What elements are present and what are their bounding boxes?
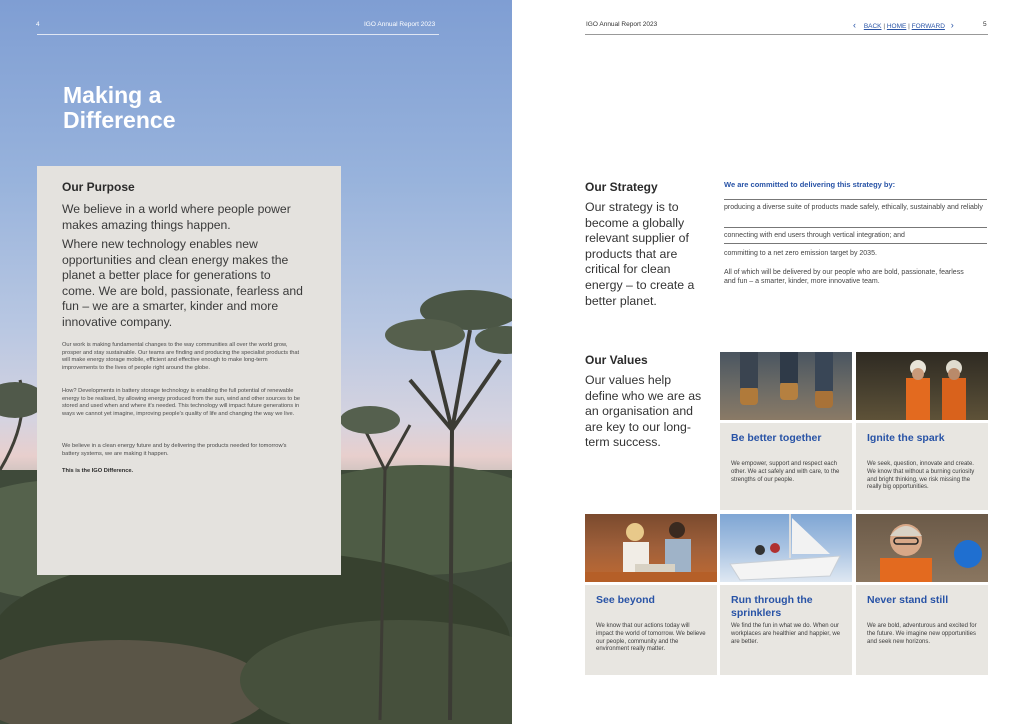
values-heading: Our Values: [585, 353, 648, 367]
value-card-title: Never stand still: [867, 594, 949, 606]
values-lead: Our values help define who we are as an organisation and are key to our long-term success.: [585, 373, 702, 450]
value-card: [856, 585, 988, 675]
nav-separator: |: [883, 23, 886, 30]
header-rule: [37, 34, 439, 35]
report-header: IGO Annual Report 2023: [364, 21, 436, 28]
commitment-heading: We are committed to delivering this strategy by:: [724, 180, 896, 189]
strategy-closing: All of which will be delivered by our people who are bold, passionate, fearless and fun – a smarter, kinder, more innovative team.: [724, 269, 964, 285]
strategy-heading: Our Strategy: [585, 180, 658, 194]
purpose-lead-2: Where new technology enables new opportunities and clean energy makes the planet a better place for generations to come. We are bold, passionate, fearless and fun – we are a smarter, kinder and more innovative company.: [62, 237, 303, 329]
value-card-body: We empower, support and respect each other. We act safely and with care, to the strengths of our people.: [731, 461, 840, 483]
nav-separator: |: [908, 23, 910, 30]
purpose-heading: Our Purpose: [62, 180, 135, 194]
page-number: 4: [36, 21, 40, 28]
divider: [724, 243, 987, 244]
purpose-para-3: We believe in a clean energy future and by delivering the products needed for tomorrow's battery systems, we are making it happen.: [62, 443, 287, 457]
divider: [724, 199, 987, 200]
value-card-body: We find the fun in what we do. When our workplaces are healthier and happier, we are better.: [731, 623, 841, 645]
value-card-body: We seek, question, innovate and create. We know that without a burning curiosity and bright thinking, we risk missing the really big opportunities.: [867, 461, 975, 491]
report-header-right: IGO Annual Report 2023: [586, 21, 658, 28]
worker-photo: [856, 514, 988, 582]
purpose-closing: This is the IGO Difference.: [62, 468, 134, 474]
page-title: Making a Difference: [63, 82, 176, 133]
value-card-title: Be better together: [731, 432, 822, 444]
value-card-body: We know that our actions today will impact the world of tomorrow. We believe our people, community and the environment really matter.: [596, 623, 706, 653]
value-card: [720, 423, 852, 510]
value-card: [856, 423, 988, 510]
chevron-left-icon[interactable]: ‹: [853, 20, 856, 30]
value-card-body: We are bold, adventurous and excited for the future. We imagine new opportunities and seek new horizons.: [867, 623, 977, 645]
page-number-right: 5: [983, 21, 987, 28]
back-link[interactable]: BACK: [863, 23, 882, 30]
chevron-right-icon[interactable]: ›: [950, 20, 954, 30]
purpose-lead-1: We believe in a world where people power makes amazing things happen.: [62, 202, 291, 232]
purpose-panel: [37, 166, 341, 575]
value-card-title: Run through the sprinklers: [731, 594, 813, 619]
value-card-title: Ignite the spark: [867, 432, 945, 444]
commitment-item: committing to a net zero emission target by 2035.: [724, 250, 877, 257]
miners-photo: [856, 352, 988, 420]
home-link[interactable]: HOME: [886, 23, 907, 30]
page-nav: [853, 20, 954, 30]
reading-photo: [585, 514, 717, 582]
strategy-lead: Our strategy is to become a globally relevant supplier of products that are critical for clean energy – to create a better planet.: [585, 200, 695, 308]
header-rule-right: [585, 34, 988, 35]
value-card: [720, 585, 852, 675]
value-card: [585, 585, 717, 675]
commitment-item: producing a diverse suite of products made safely, ethically, sustainably and reliably: [724, 204, 983, 211]
forward-link[interactable]: FORWARD: [911, 23, 945, 30]
value-card-title: See beyond: [596, 594, 655, 606]
purpose-para-1: Our work is making fundamental changes to the way communities all over the world grow, prosper and stay sustainable. Our teams are finding and producing the specialist products that will make energy storage mobile, efficient and effective enough to make long-term improvements to the lives of people right around the globe.: [62, 342, 300, 371]
boots-photo: [720, 352, 852, 420]
sailing-photo: [720, 514, 852, 582]
commitment-item: connecting with end users through vertical integration; and: [724, 232, 905, 239]
divider: [724, 227, 987, 228]
purpose-para-2: How? Developments in battery storage technology is enabling the full potential of renewable energy to be realised, by allowing energy produced from the sun, wind and other sources to be stored and used when and where it's needed. This technology will impact future generations in ways we cannot yet imagine, improving people's quality of life and changing the way we live.: [62, 388, 301, 417]
